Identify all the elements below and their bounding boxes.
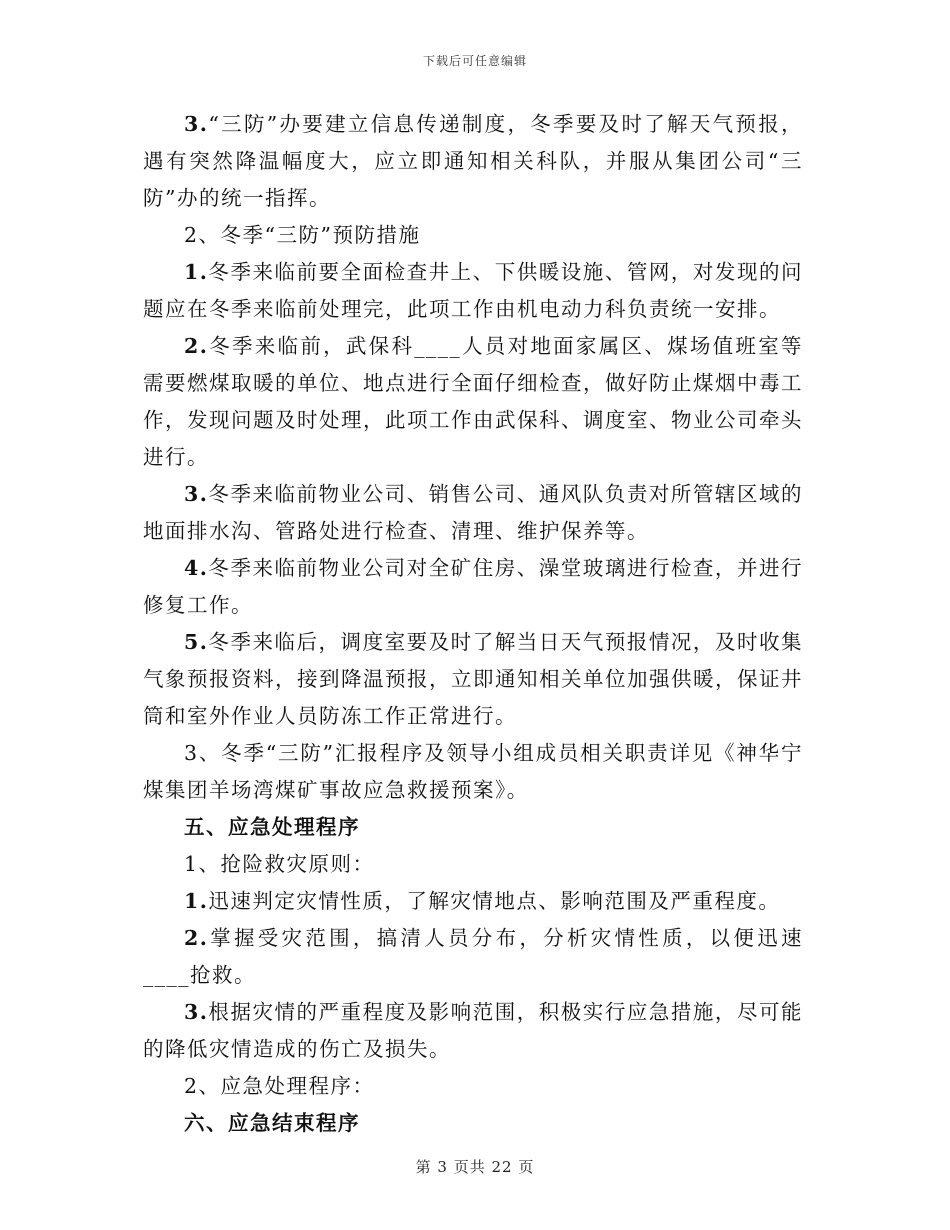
paragraph	[143, 217, 803, 254]
paragraph	[143, 994, 803, 1068]
paragraph-text: 冬季来临后，调度室要及时了解当日天气预报情况，及时收集气象预报资料，接到降温预报，立即通知相关单位加强供暖，保证井筒和室外作业人员防冻工作正常进行。	[143, 630, 803, 728]
paragraph	[143, 1068, 803, 1105]
paragraph	[143, 550, 803, 624]
paragraph	[143, 106, 803, 217]
paragraph	[143, 735, 803, 809]
page-header: 下载后可任意编辑	[422, 54, 527, 68]
paragraph-text: 六、应急结束程序	[184, 1111, 360, 1135]
paragraph-text: 冬季来临前，武保科____人员对地面家属区、煤场值班室等需要燃煤取暖的单位、地点进行全面仔细检查，做好防止煤烟中毒工作，发现问题及时处理，此项工作由武保科、调度室、物业公司牵头进行。	[143, 334, 803, 469]
paragraph	[143, 254, 803, 328]
paragraph	[143, 328, 803, 476]
paragraph-text: 掌握受灾范围，搞清人员分布，分析灾情性质，以便迅速____抢救。	[143, 926, 803, 987]
item-number: 3.	[184, 482, 209, 506]
paragraph-text: 五、应急处理程序	[184, 815, 360, 839]
paragraph	[143, 883, 803, 920]
paragraph	[143, 920, 803, 994]
paragraph-text: 2、应急处理程序：	[184, 1074, 375, 1098]
item-number: 3.	[184, 1000, 209, 1024]
section-heading	[143, 1105, 803, 1142]
paragraph-text: 2、冬季“三防”预防措施	[184, 223, 421, 247]
item-number: 5.	[184, 630, 209, 654]
document-body	[143, 106, 803, 1142]
paragraph-text: 1、抢险救灾原则：	[184, 852, 375, 876]
paragraph	[143, 476, 803, 550]
item-number: 3.	[184, 112, 209, 136]
item-number: 1.	[184, 260, 209, 284]
paragraph-text: 冬季来临前物业公司对全矿住房、澡堂玻璃进行检查，并进行修复工作。	[143, 556, 803, 617]
item-number: 2.	[184, 334, 209, 358]
page-footer: 第 3 页共 22 页	[415, 1158, 535, 1176]
item-number: 2.	[184, 926, 209, 950]
section-heading	[143, 809, 803, 846]
paragraph	[143, 624, 803, 735]
item-number: 1.	[184, 889, 209, 913]
paragraph	[143, 846, 803, 883]
paragraph-text: 迅速判定灾情性质，了解灾情地点、影响范围及严重程度。	[208, 889, 781, 913]
paragraph-text: 冬季来临前要全面检查井上、下供暖设施、管网，对发现的问题应在冬季来临前处理完，此项工作由机电动力科负责统一安排。	[143, 260, 803, 321]
item-number: 4.	[184, 556, 209, 580]
paragraph-text: 冬季来临前物业公司、销售公司、通风队负责对所管辖区域的地面排水沟、管路处进行检查、清理、维护保养等。	[143, 482, 803, 543]
paragraph-text: 根据灾情的严重程度及影响范围，积极实行应急措施，尽可能的降低灾情造成的伤亡及损失。	[143, 1000, 803, 1061]
paragraph-text: “三防”办要建立信息传递制度，冬季要及时了解天气预报，遇有突然降温幅度大，应立即通知相关科队，并服从集团公司“三防”办的统一指挥。	[143, 112, 803, 210]
paragraph-text: 3、冬季“三防”汇报程序及领导小组成员相关职责详见《神华宁煤集团羊场湾煤矿事故应急救援预案》。	[143, 741, 803, 802]
